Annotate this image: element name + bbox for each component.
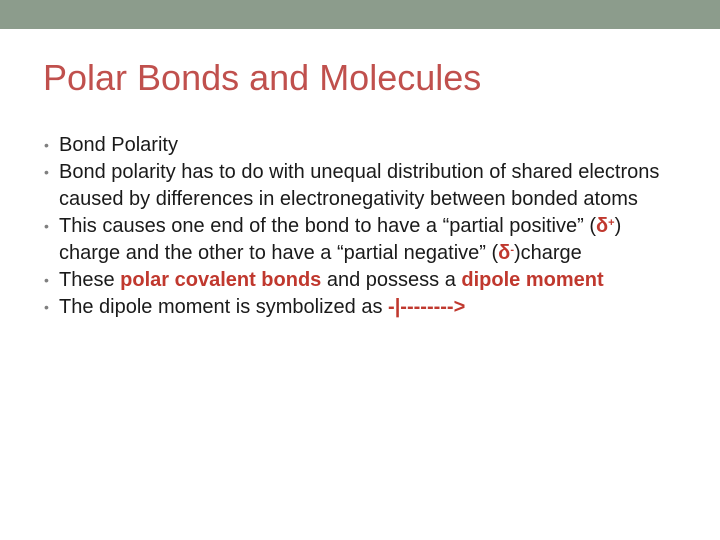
- bullet-dot: •: [44, 137, 49, 153]
- bullet-dot: •: [44, 272, 49, 288]
- emphasis-polar-covalent-bonds: polar covalent bonds: [120, 269, 322, 291]
- bullet-text: Bond Polarity: [59, 134, 178, 156]
- bullet-dot: •: [44, 164, 49, 180]
- bullet-polar-covalent: [44, 267, 684, 294]
- delta-symbol-positive: [596, 215, 615, 237]
- plus-superscript: +: [608, 217, 615, 229]
- delta-glyph: δ: [595, 215, 609, 237]
- bullet-text-part: This causes one end of the bond to have a “partial positive” (: [59, 215, 596, 237]
- delta-symbol-negative: [498, 242, 514, 264]
- bullet-dot: •: [44, 299, 49, 315]
- bullet-dipole-symbol: [44, 294, 684, 321]
- bullet-partial-charges: [44, 213, 684, 267]
- bullet-text-part: )charge: [513, 242, 582, 264]
- top-accent-band: [0, 0, 720, 29]
- bullet-bond-polarity: [44, 132, 684, 159]
- dipole-arrow-symbol: -|-------->: [388, 296, 466, 318]
- bullet-dot: •: [44, 218, 49, 234]
- bullet-text-part: The dipole moment is symbolized as: [59, 296, 389, 318]
- delta-glyph: δ: [498, 242, 511, 264]
- emphasis-dipole-moment: dipole moment: [461, 269, 604, 291]
- bullet-list: [44, 132, 684, 321]
- bullet-text-part: These: [59, 269, 121, 291]
- bullet-text: Bond polarity has to do with unequal distribution of shared electrons caused by differences in electronegativity between bonded atoms: [59, 161, 660, 210]
- bullet-text-part: ) charge and the other to have a “partial negative” (: [59, 215, 622, 264]
- bullet-definition: [44, 159, 684, 213]
- slide-title: Polar Bonds and Molecules: [43, 57, 482, 98]
- bullet-text-part: and possess a: [321, 269, 462, 291]
- minus-superscript: -: [510, 244, 514, 256]
